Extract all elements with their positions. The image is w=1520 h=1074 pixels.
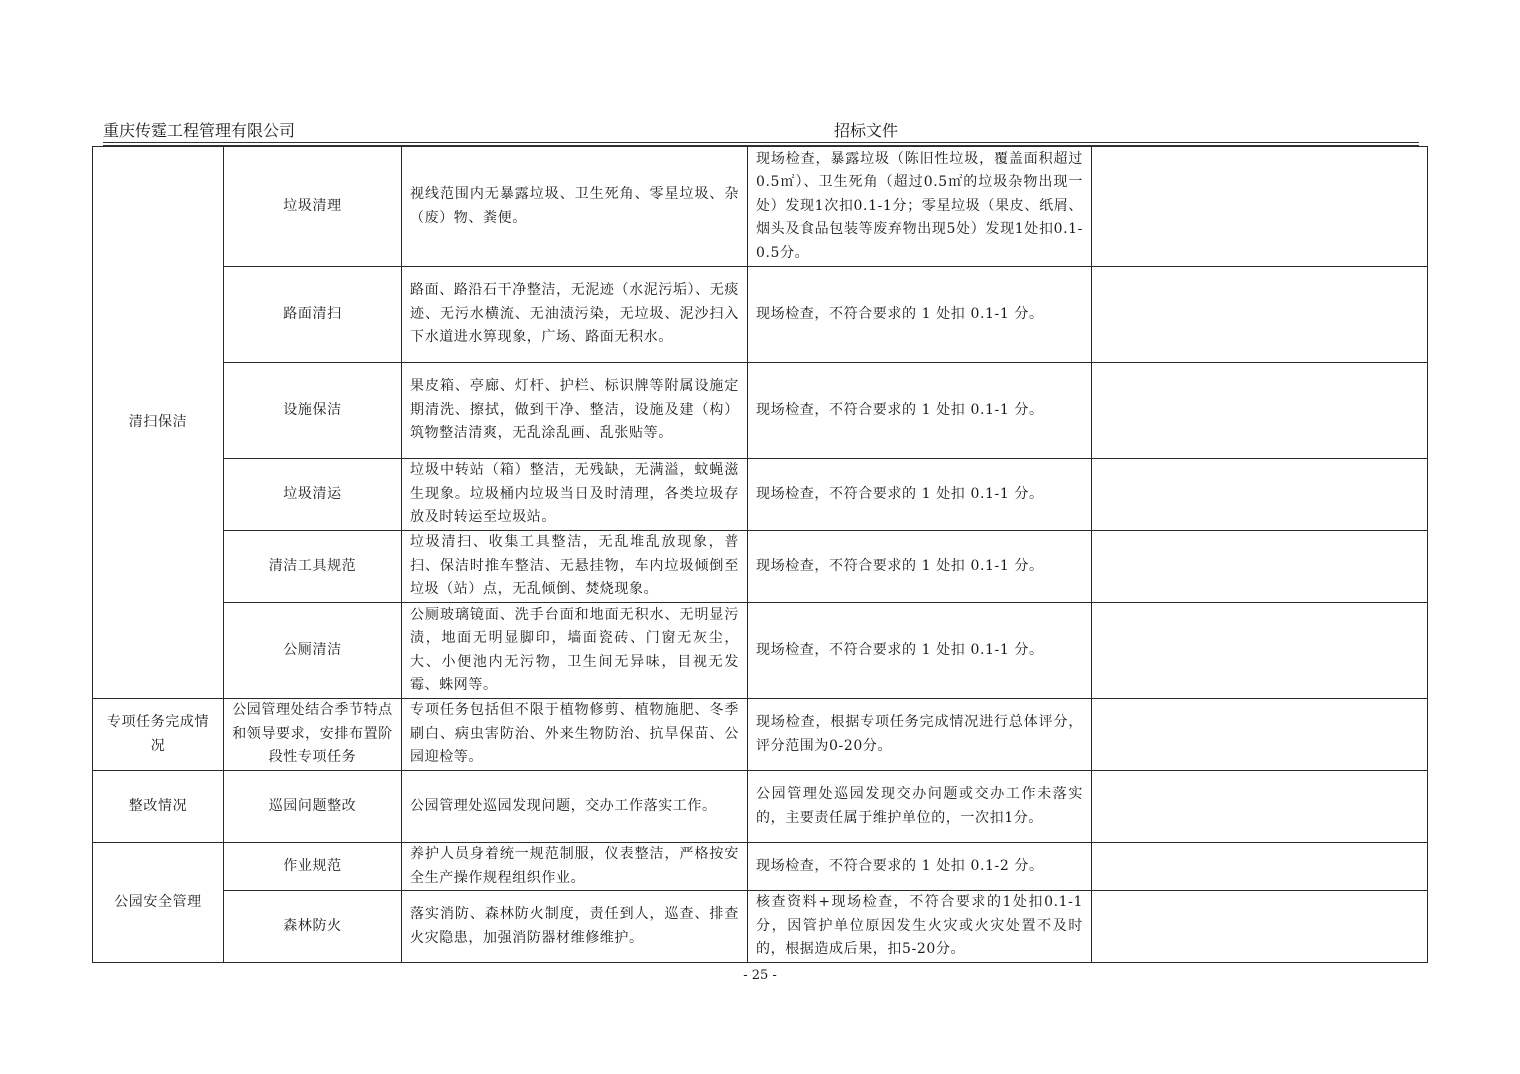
remark-cell — [1092, 843, 1428, 891]
table-row — [93, 843, 1428, 891]
table-row — [93, 267, 1428, 363]
category-cell: 专项任务完成情况 — [93, 699, 224, 771]
remark-cell — [1092, 363, 1428, 459]
remark-cell — [1092, 699, 1428, 771]
method-cell: 现场检查，不符合要求的 1 处扣 0.1-2 分。 — [748, 843, 1092, 891]
table-row — [93, 459, 1428, 531]
table-row — [93, 891, 1428, 963]
method-cell: 现场检查，暴露垃圾（陈旧性垃圾，覆盖面积超过0.5㎡）、卫生死角（超过0.5㎡的垃圾杂物出现一处）发现1次扣0.1-1分；零星垃圾（果皮、纸屑、烟头及食品包装等废弃物出现5处）发现1处扣0.1-0.5分。 — [748, 147, 1092, 267]
method-cell: 核查资料+现场检查，不符合要求的1处扣0.1-1分，因管护单位原因发生火灾或火灾处置不及时的，根据造成后果，扣5-20分。 — [748, 891, 1092, 963]
method-cell: 现场检查，不符合要求的 1 处扣 0.1-1 分。 — [748, 603, 1092, 699]
table-row — [93, 771, 1428, 843]
table-row — [93, 603, 1428, 699]
standard-cell: 垃圾中转站（箱）整洁，无残缺，无满溢，蚊蝇滋生现象。垃圾桶内垃圾当日及时清理，各类垃圾存放及时转运至垃圾站。 — [402, 459, 748, 531]
standard-cell: 落实消防、森林防火制度，责任到人，巡查、排查火灾隐患，加强消防器材维修维护。 — [402, 891, 748, 963]
item-cell: 公厕清洁 — [224, 603, 402, 699]
standard-cell: 公厕玻璃镜面、洗手台面和地面无积水、无明显污渍，地面无明显脚印，墙面瓷砖、门窗无灰尘，大、小便池内无污物，卫生间无异味，目视无发霉、蛛网等。 — [402, 603, 748, 699]
category-cell: 公园安全管理 — [93, 843, 224, 963]
standard-cell: 视线范围内无暴露垃圾、卫生死角、零星垃圾、杂（废）物、粪便。 — [402, 147, 748, 267]
remark-cell — [1092, 891, 1428, 963]
standard-cell: 垃圾清扫、收集工具整洁，无乱堆乱放现象，普扫、保洁时推车整洁、无悬挂物，车内垃圾倾倒至垃圾（站）点，无乱倾倒、焚烧现象。 — [402, 531, 748, 603]
table-row — [93, 363, 1428, 459]
category-cell: 整改情况 — [93, 771, 224, 843]
assessment-table — [92, 146, 1428, 963]
method-cell: 现场检查，不符合要求的 1 处扣 0.1-1 分。 — [748, 363, 1092, 459]
company-name: 重庆传霆工程管理有限公司 — [103, 121, 296, 140]
standard-cell: 养护人员身着统一规范制服，仪表整洁，严格按安全生产操作规程组织作业。 — [402, 843, 748, 891]
standard-cell: 专项任务包括但不限于植物修剪、植物施肥、冬季刷白、病虫害防治、外来生物防治、抗旱保苗、公园迎检等。 — [402, 699, 748, 771]
table-row — [93, 699, 1428, 771]
table-row — [93, 531, 1428, 603]
item-cell: 公园管理处结合季节特点和领导要求，安排布置阶段性专项任务 — [224, 699, 402, 771]
table-row — [93, 147, 1428, 267]
remark-cell — [1092, 771, 1428, 843]
method-cell: 公园管理处巡园发现交办问题或交办工作未落实的，主要责任属于维护单位的，一次扣1分。 — [748, 771, 1092, 843]
category-cell: 清扫保洁 — [93, 147, 224, 699]
item-cell: 巡园问题整改 — [224, 771, 402, 843]
remark-cell — [1092, 267, 1428, 363]
remark-cell — [1092, 603, 1428, 699]
item-cell: 垃圾清运 — [224, 459, 402, 531]
item-cell: 路面清扫 — [224, 267, 402, 363]
standard-cell: 路面、路沿石干净整洁，无泥迹（水泥污垢）、无痰迹、无污水横流、无油渍污染，无垃圾、泥沙扫入下水道进水箅现象，广场、路面无积水。 — [402, 267, 748, 363]
item-cell: 垃圾清理 — [224, 147, 402, 267]
item-cell: 森林防火 — [224, 891, 402, 963]
standard-cell: 公园管理处巡园发现问题，交办工作落实工作。 — [402, 771, 748, 843]
remark-cell — [1092, 459, 1428, 531]
page-header — [103, 116, 1419, 138]
page-number: - 25 - — [743, 968, 777, 983]
method-cell: 现场检查，不符合要求的 1 处扣 0.1-1 分。 — [748, 459, 1092, 531]
method-cell: 现场检查，不符合要求的 1 处扣 0.1-1 分。 — [748, 267, 1092, 363]
item-cell: 清洁工具规范 — [224, 531, 402, 603]
item-cell: 作业规范 — [224, 843, 402, 891]
method-cell: 现场检查，不符合要求的 1 处扣 0.1-1 分。 — [748, 531, 1092, 603]
document-type: 招标文件 — [834, 121, 899, 140]
standard-cell: 果皮箱、亭廊、灯杆、护栏、标识牌等附属设施定期清洗、擦拭，做到干净、整洁，设施及建（构）筑物整洁清爽，无乱涂乱画、乱张贴等。 — [402, 363, 748, 459]
method-cell: 现场检查，根据专项任务完成情况进行总体评分，评分范围为0-20分。 — [748, 699, 1092, 771]
item-cell: 设施保洁 — [224, 363, 402, 459]
remark-cell — [1092, 147, 1428, 267]
remark-cell — [1092, 531, 1428, 603]
